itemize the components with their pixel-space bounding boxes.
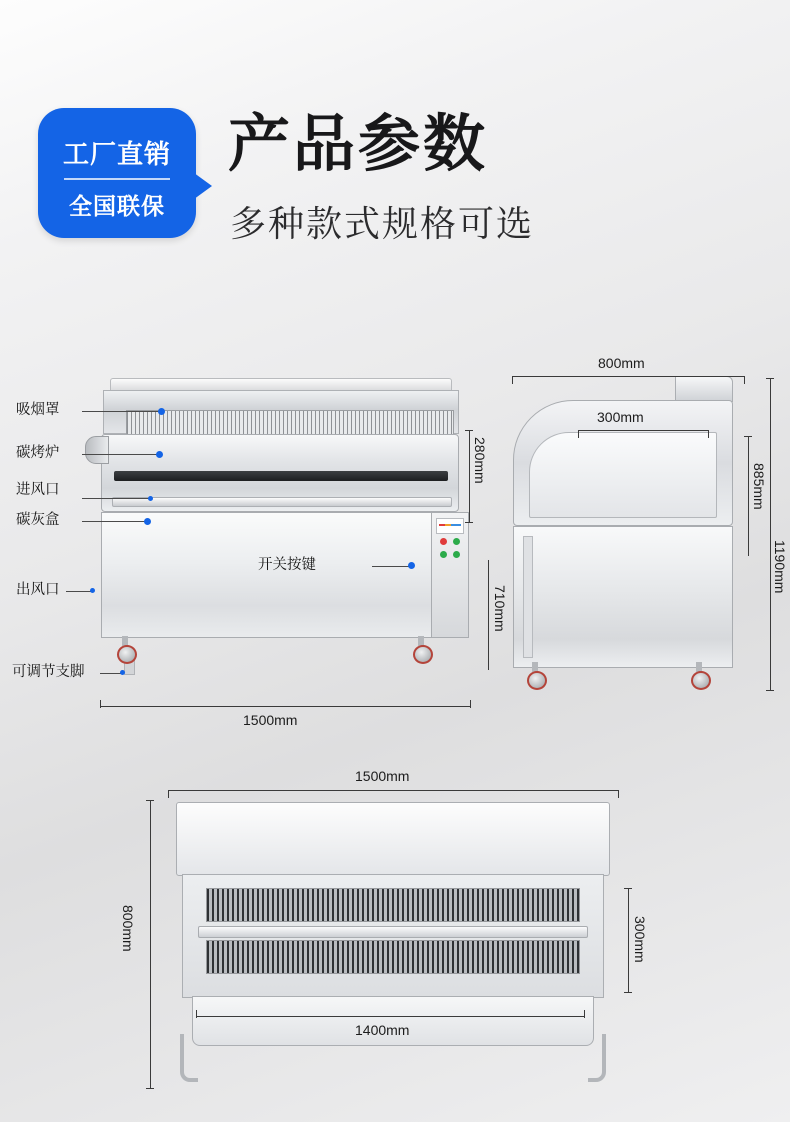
leader-switch-button: [372, 566, 410, 567]
callout-dot-air-outlet: [90, 588, 95, 593]
page-title: 产品参数: [228, 110, 489, 179]
tick-inner-depth-left: [578, 430, 579, 438]
side-hood-top: [675, 376, 733, 402]
callout-dot-smoke-hood: [158, 408, 165, 415]
caster-wheel: [691, 671, 711, 690]
side-cabinet-door-gap: [523, 536, 533, 658]
caster-wheel-left: [117, 636, 133, 660]
switch-button-green-3[interactable]: [453, 551, 460, 558]
badge-line2-text: 全国联保: [69, 193, 165, 219]
callout-adjustable-foot: 可调节支脚: [12, 664, 85, 680]
callout-dot-switch-button: [408, 562, 415, 569]
callout-smoke-hood: 吸烟罩: [16, 402, 60, 418]
top-view-grill-mesh-2: [206, 940, 580, 974]
top-view-front-panel: [192, 996, 594, 1046]
tick-hood-bottom: [465, 522, 473, 523]
dimline-hood-height: [469, 430, 470, 522]
leader-ash-box: [82, 521, 146, 522]
side-hood-inner: [529, 432, 717, 518]
dim-body-height: 710mm: [492, 585, 508, 632]
dim-inner-width: 300mm: [632, 916, 648, 963]
charcoal-grill-unit: [101, 434, 459, 512]
tick-top-length-left: [168, 790, 169, 798]
page-subtitle: 多种款式规格可选: [230, 203, 535, 244]
side-cabinet-body: [513, 526, 733, 668]
top-view-hood-plate: [176, 802, 610, 876]
dimline-inner-length: [196, 1016, 584, 1017]
dimline-side-depth: [512, 376, 744, 377]
side-caster-right: [691, 662, 707, 686]
side-air-outlet: [85, 436, 109, 464]
smoke-hood: [103, 390, 459, 434]
dimline-upper-height: [748, 436, 749, 556]
tick-total-height-top: [766, 378, 774, 379]
tick-front-left: [100, 700, 101, 708]
power-button-red[interactable]: [440, 538, 447, 545]
dim-inner-length: 1400mm: [355, 1022, 410, 1038]
dimline-top-width: [150, 800, 151, 1088]
top-view-foot-left: [180, 1034, 198, 1082]
dimline-body-height: [488, 560, 489, 670]
callout-dot-ash-box: [144, 518, 151, 525]
front-view-illustration: [95, 378, 465, 688]
cabinet-body: [101, 512, 433, 638]
tick-top-width-bottom: [146, 1088, 154, 1089]
leader-charcoal-grill: [82, 454, 158, 455]
caster-wheel-right: [413, 636, 429, 660]
dim-inner-depth: 300mm: [597, 409, 644, 425]
dimline-inner-depth: [578, 430, 708, 431]
dimline-top-length: [168, 790, 618, 791]
callout-air-inlet: 进风口: [16, 482, 60, 498]
grill-lip: [112, 497, 452, 507]
tick-total-height-bottom: [766, 690, 774, 691]
panel-indicator-strip: [436, 518, 464, 534]
leader-smoke-hood: [82, 411, 160, 412]
dimline-front-width: [100, 706, 470, 707]
dimline-inner-width: [628, 888, 629, 992]
dimline-total-height: [770, 378, 771, 690]
top-view-foot-right: [588, 1034, 606, 1082]
dim-total-height: 1190mm: [772, 540, 788, 594]
dim-front-width: 1500mm: [243, 712, 298, 728]
caster-wheel: [527, 671, 547, 690]
leader-air-inlet: [82, 498, 150, 499]
tick-inner-width-top: [624, 888, 632, 889]
badge-line1-text: 工厂直销: [62, 139, 171, 169]
tick-side-depth-right: [744, 376, 745, 384]
callout-air-outlet: 出风口: [16, 582, 60, 598]
caster-wheel: [117, 645, 137, 664]
switch-button-green-1[interactable]: [453, 538, 460, 545]
callout-dot-adjustable-foot: [120, 670, 125, 675]
tick-inner-length-left: [196, 1010, 197, 1018]
factory-direct-badge: [38, 108, 196, 238]
callout-charcoal-grill: 碳烤炉: [16, 445, 60, 461]
tick-inner-width-bottom: [624, 992, 632, 993]
top-view-grill-mesh-1: [206, 888, 580, 922]
tick-side-depth-left: [512, 376, 513, 384]
leader-air-outlet: [66, 591, 92, 592]
callout-dot-air-inlet: [148, 496, 153, 501]
callout-dot-charcoal-grill: [156, 451, 163, 458]
callout-switch-button: 开关按键: [258, 557, 316, 573]
dim-side-depth: 800mm: [598, 355, 645, 371]
dim-hood-height: 280mm: [472, 437, 488, 484]
top-view-center-bar: [198, 926, 588, 938]
dim-top-width: 800mm: [120, 905, 136, 952]
caster-wheel: [413, 645, 433, 664]
leader-adjustable-foot: [100, 673, 122, 674]
callout-ash-box: 碳灰盒: [16, 512, 60, 528]
tick-top-length-right: [618, 790, 619, 798]
badge-divider: [64, 178, 170, 180]
side-caster-left: [527, 662, 543, 686]
tick-top-width-top: [146, 800, 154, 801]
switch-button-green-2[interactable]: [440, 551, 447, 558]
grill-air-slot: [114, 471, 448, 481]
tick-hood-top: [465, 430, 473, 431]
dim-upper-height: 885mm: [751, 463, 767, 510]
tick-front-right: [470, 700, 471, 708]
tick-inner-depth-right: [708, 430, 709, 438]
tick-upper-height-top: [744, 436, 752, 437]
dim-top-length: 1500mm: [355, 768, 410, 784]
tick-inner-length-right: [584, 1010, 585, 1018]
